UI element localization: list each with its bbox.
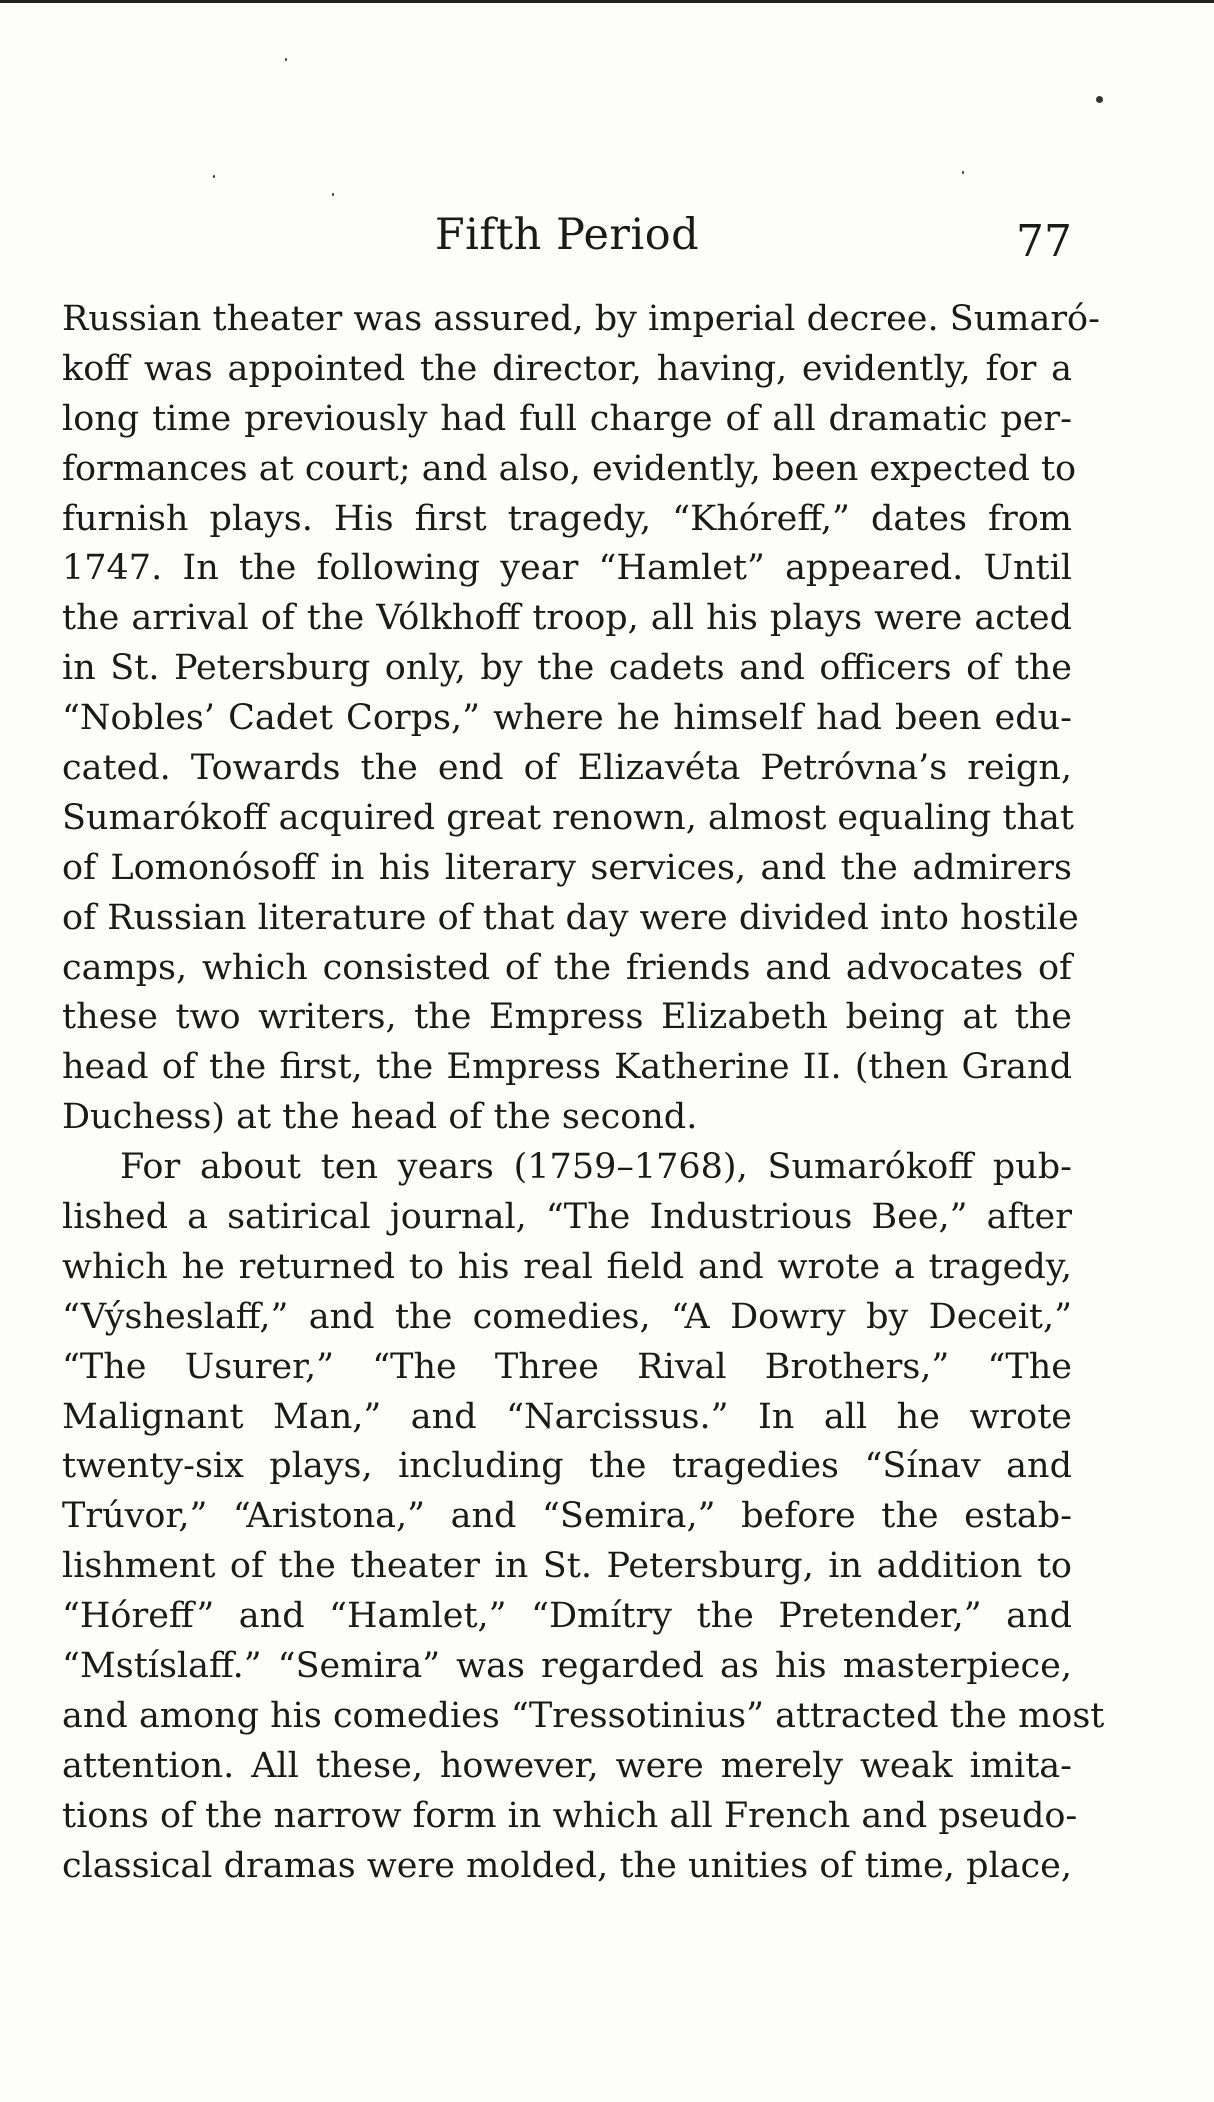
text-line: the arrival of the Vólkhoff troop, all his plays were acted <box>62 598 1072 639</box>
text-line: “Nobles’ Cadet Corps,” where he himself had been edu- <box>62 698 1072 739</box>
text-line: and among his comedies “Tressotinius” attracted the most <box>62 1695 1105 1736</box>
scan-speck <box>1096 96 1103 103</box>
text-line: Sumarókoff acquired great renown, almost equaling that <box>62 797 1074 838</box>
text-line: “The Usurer,” “The Three Rival Brothers,” “The <box>62 1346 1072 1387</box>
text-line: twenty-six plays, including the tragedies “Sínav and <box>62 1446 1072 1487</box>
text-line: long time previously had full charge of all dramatic per- <box>62 398 1072 439</box>
text-line: lishment of the theater in St. Petersburg, in addition to <box>62 1546 1072 1587</box>
top-edge-rule <box>0 0 1214 3</box>
text-line: koff was appointed the director, having, evidently, for a <box>62 348 1072 389</box>
text-line: Malignant Man,” and “Narcissus.” In all he wrote <box>62 1396 1072 1437</box>
text-line: Trúvor,” “Aristona,” and “Semira,” before the estab- <box>62 1496 1072 1537</box>
text-line: of Lomonósoff in his literary services, and the admirers <box>62 847 1072 888</box>
text-line: “Hóreff” and “Hamlet,” “Dmítry the Pretender,” and <box>62 1596 1072 1637</box>
scan-speck <box>285 58 287 61</box>
text-line: cated. Towards the end of Elizavéta Petróvna’s reign, <box>62 748 1072 789</box>
text-line: classical dramas were molded, the unities of time, place, <box>62 1845 1072 1886</box>
body-text <box>62 295 1105 1892</box>
text-line: 1747. In the following year “Hamlet” appeared. Until <box>62 548 1072 589</box>
text-line: of Russian literature of that day were divided into hostile <box>62 897 1079 938</box>
text-line: these two writers, the Empress Elizabeth being at the <box>62 997 1072 1038</box>
text-line: tions of the narrow form in which all French and pseudo- <box>62 1795 1078 1836</box>
text-line: “Mstíslaff.” “Semira” was regarded as his masterpiece, <box>62 1646 1072 1687</box>
text-line: lished a satirical journal, “The Industrious Bee,” after <box>62 1197 1072 1238</box>
text-line: which he returned to his real field and wrote a tragedy, <box>62 1246 1072 1287</box>
text-line: camps, which consisted of the friends and advocates of <box>62 947 1072 988</box>
paragraph-first-line: For about ten years (1759–1768), Sumarókoff pub- <box>120 1147 1072 1188</box>
scan-speck <box>332 193 334 196</box>
text-line: head of the first, the Empress Katherine II. (then Grand <box>62 1047 1072 1088</box>
paragraph-last-line: Duchess) at the head of the second. <box>62 1097 698 1138</box>
scan-speck <box>213 175 215 178</box>
text-line: Russian theater was assured, by imperial decree. Sumaró- <box>62 299 1100 339</box>
scan-speck <box>962 171 964 174</box>
running-head: Fifth Period <box>434 210 700 260</box>
page-number: 77 <box>1016 216 1072 267</box>
text-line: in St. Petersburg only, by the cadets and officers of the <box>62 648 1072 689</box>
text-line: formances at court; and also, evidently, been expected to <box>62 448 1077 489</box>
text-line: furnish plays. His first tragedy, “Khóreff,” dates from <box>62 498 1072 539</box>
page-header <box>62 210 1072 270</box>
text-line: attention. All these, however, were merely weak imita- <box>62 1745 1072 1786</box>
text-line: “Výsheslaff,” and the comedies, “A Dowry by Deceit,” <box>62 1296 1072 1337</box>
